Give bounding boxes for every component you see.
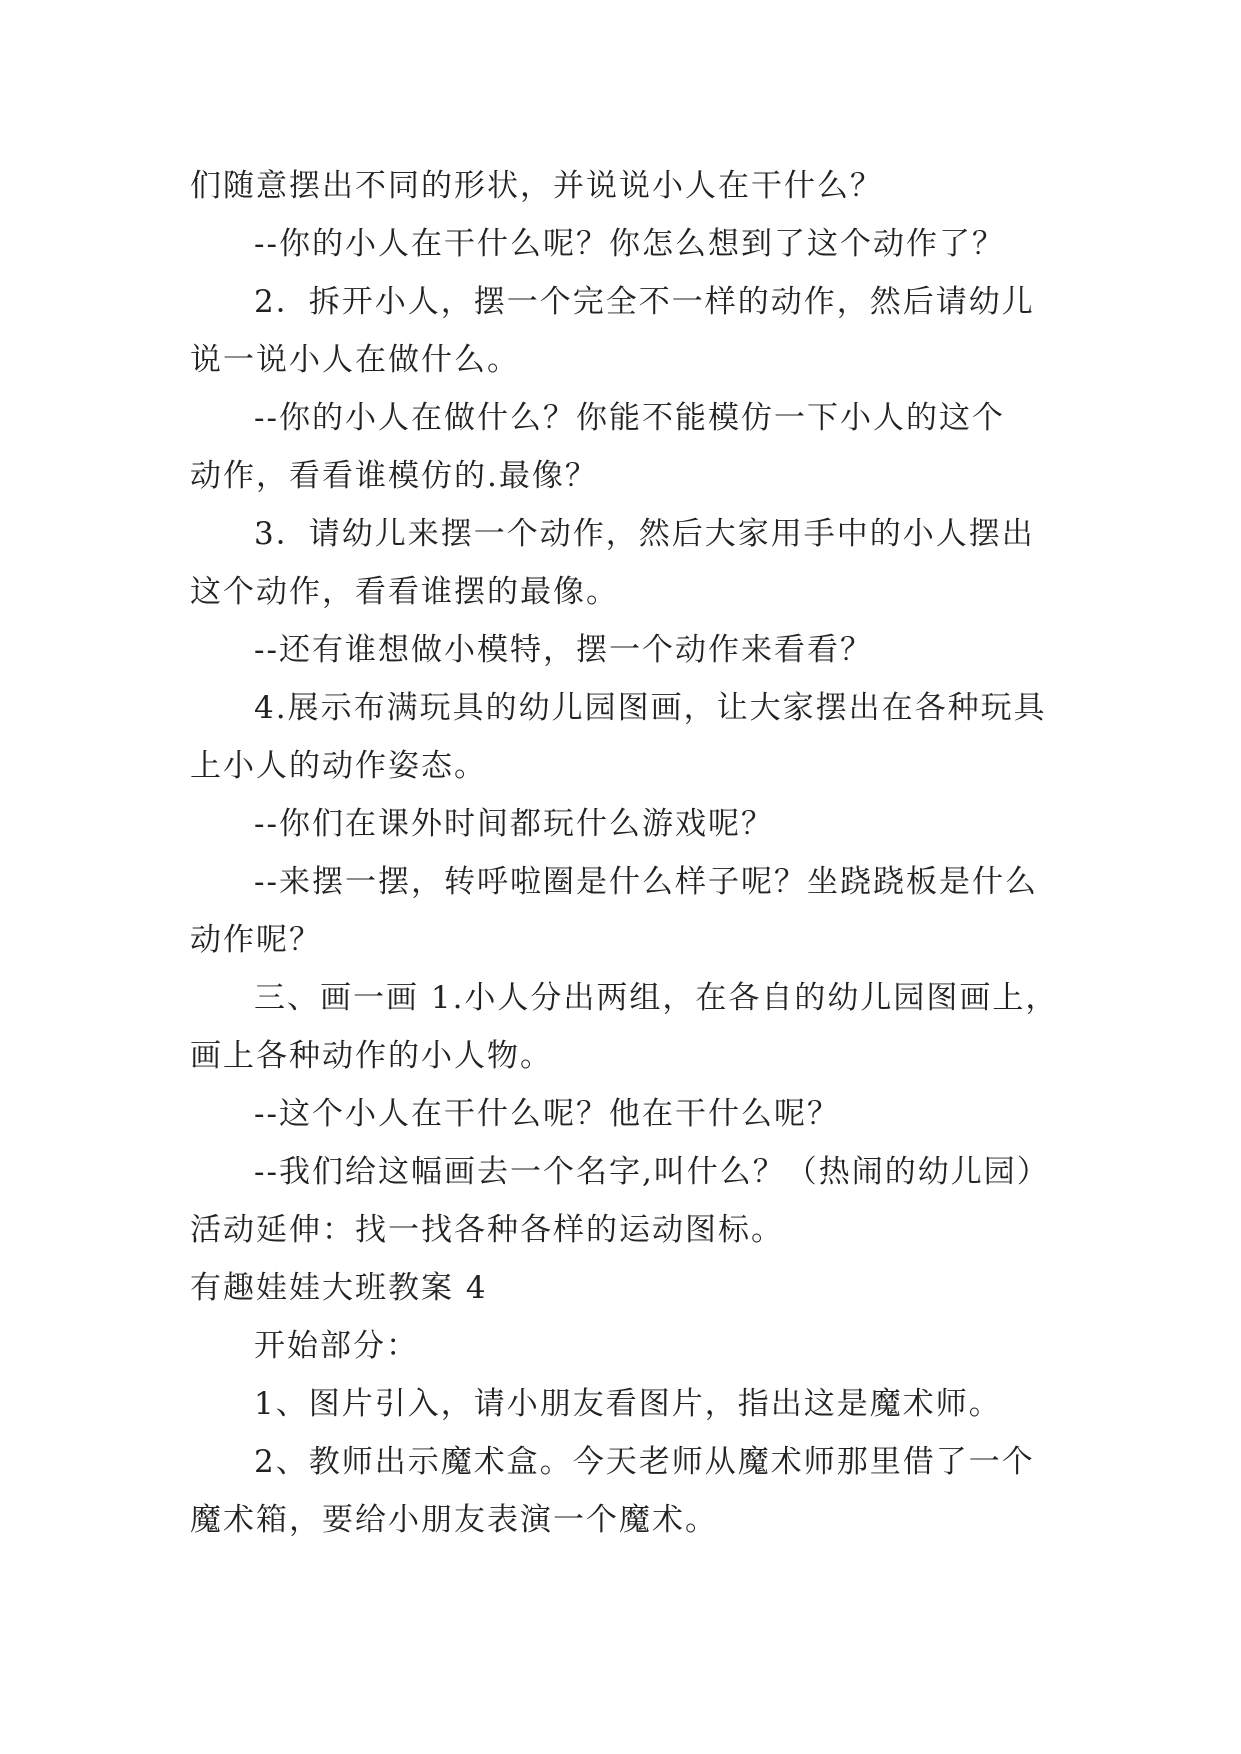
text-line-6: 动作，看看谁模仿的.最像？ — [190, 458, 598, 494]
section-heading: 有趣娃娃大班教案 4 — [190, 1270, 488, 1306]
text-line-1: 们随意摆出不同的形状，并说说小人在干什么？ — [190, 168, 883, 204]
text-line-21: 开始部分： — [254, 1328, 419, 1364]
text-line-23: 2、教师出示魔术盒。今天老师从魔术师那里借了一个 — [254, 1444, 1035, 1480]
text-line-22: 1、图片引入，请小朋友看图片，指出这是魔术师。 — [254, 1386, 1002, 1422]
text-line-16: 画上各种动作的小人物。 — [190, 1038, 553, 1074]
text-line-13: --来摆一摆，转呼啦圈是什么样子呢？坐跷跷板是什么 — [254, 864, 1038, 900]
text-line-10: 4.展示布满玩具的幼儿园图画，让大家摆出在各种玩具 — [254, 690, 1047, 726]
text-line-14: 动作呢？ — [190, 922, 322, 958]
text-line-24: 魔术箱，要给小朋友表演一个魔术。 — [190, 1502, 718, 1538]
text-line-17: --这个小人在干什么呢？他在干什么呢？ — [254, 1096, 840, 1132]
text-line-8: 这个动作，看看谁摆的最像。 — [190, 574, 619, 610]
text-line-3: 2．拆开小人，摆一个完全不一样的动作，然后请幼儿 — [254, 284, 1035, 320]
text-line-4: 说一说小人在做什么。 — [190, 342, 520, 378]
text-line-7: 3．请幼儿来摆一个动作，然后大家用手中的小人摆出 — [254, 516, 1035, 552]
text-line-12: --你们在课外时间都玩什么游戏呢？ — [254, 806, 774, 842]
text-line-19: 活动延伸：找一找各种各样的运动图标。 — [190, 1212, 784, 1248]
text-line-5: --你的小人在做什么？你能不能模仿一下小人的这个 — [254, 400, 1005, 436]
text-line-11: 上小人的动作姿态。 — [190, 748, 487, 784]
text-line-9: --还有谁想做小模特，摆一个动作来看看？ — [254, 632, 873, 668]
text-line-15: 三、画一画 1.小人分出两组，在各自的幼儿园图画上， — [254, 980, 1059, 1016]
text-line-18: --我们给这幅画去一个名字,叫什么？（热闹的幼儿园） — [254, 1154, 1050, 1190]
text-line-2: --你的小人在干什么呢？你怎么想到了这个动作了？ — [254, 226, 1005, 262]
